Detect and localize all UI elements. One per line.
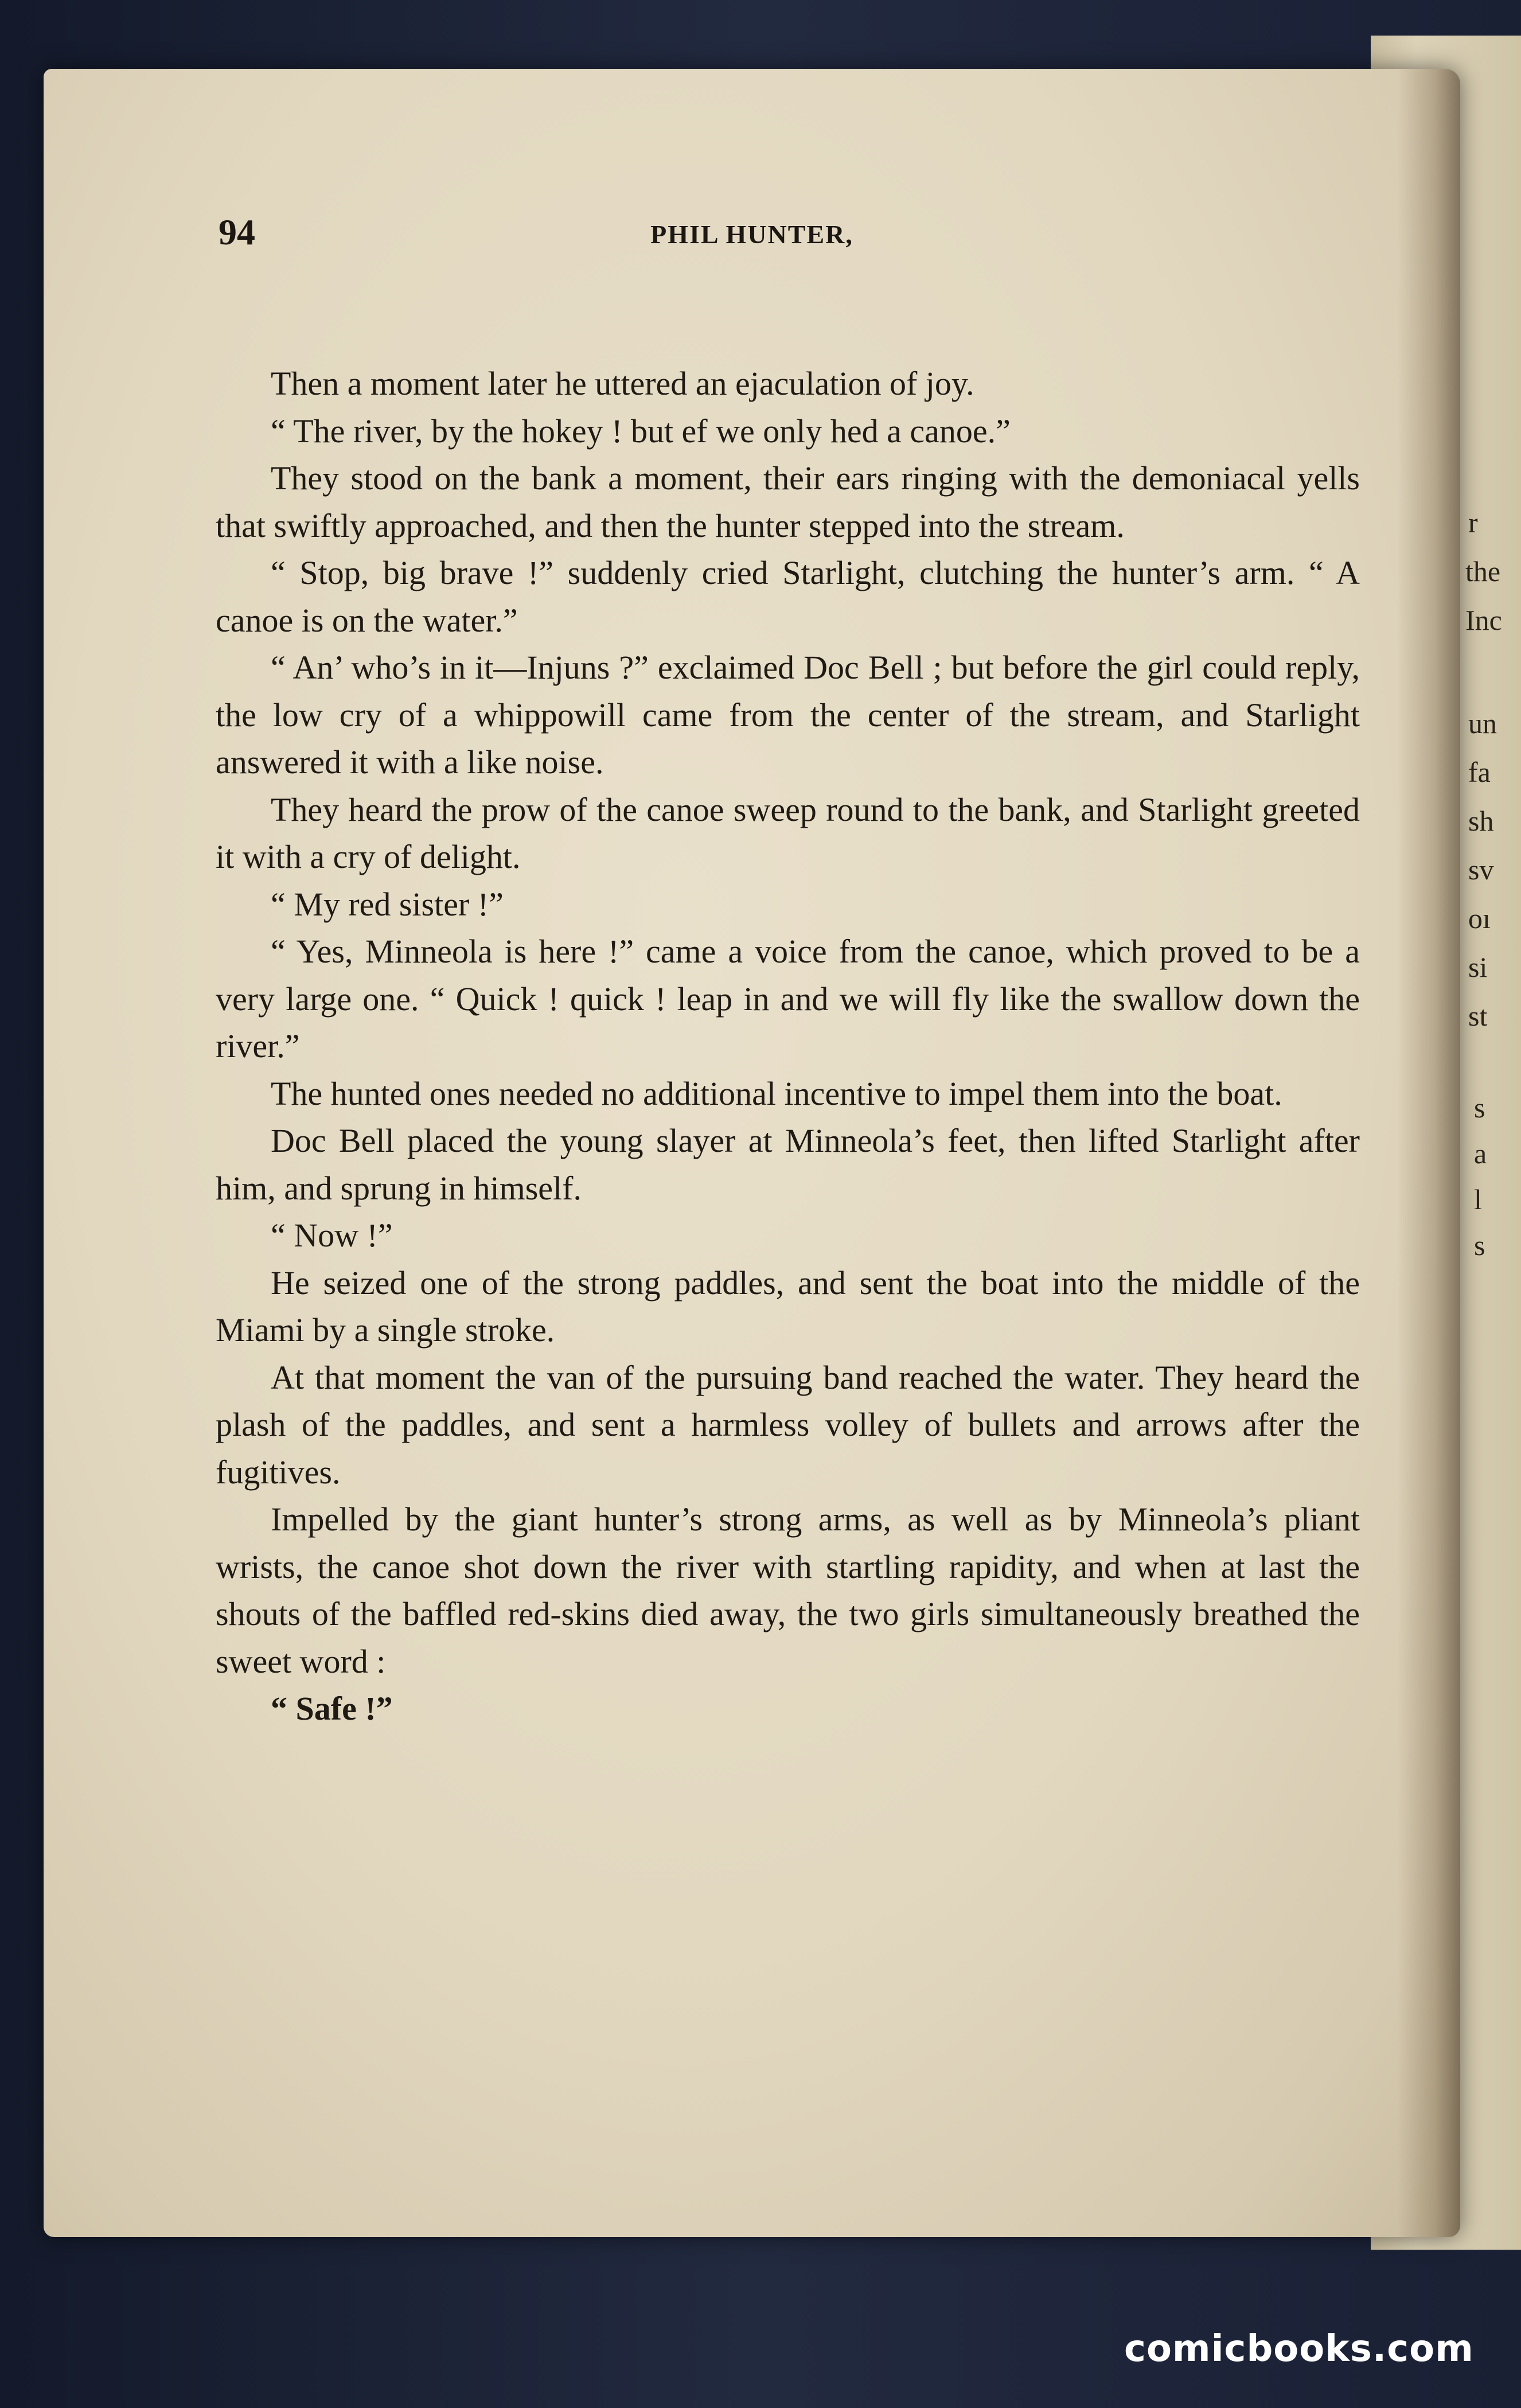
facing-page-fragment: st (1468, 1000, 1488, 1032)
facing-page-fragment: s (1474, 1229, 1485, 1261)
paragraph: At that moment the van of the pursuing band reached the water. They heard the plash of the paddles, and sent a harmless volley of bullets and arrows after the fugitives. (216, 1358, 1360, 1491)
paragraph: He seized one of the strong paddles, and sent the boat into the middle of the Miami by a single stroke. (216, 1264, 1360, 1349)
paragraph: “ Safe !” (271, 1690, 393, 1727)
paragraph: “ The river, by the hokey ! but ef we only hed a canoe.” (271, 412, 1011, 450)
facing-page-fragment: l (1474, 1183, 1482, 1215)
page-spine-shadow (1397, 69, 1460, 2237)
facing-page-fragment: sh (1468, 805, 1494, 837)
paragraph: Then a moment later he uttered an ejaculation of joy. (271, 365, 974, 402)
facing-page-fragment: sv (1468, 854, 1494, 886)
page-number: 94 (219, 212, 255, 252)
paragraph: Impelled by the giant hunter’s strong arms, as well as by Minneola’s pliant wrists, the canoe shot down the river with startling rapidity, and when at last the shouts of the baffled red-skins died away, the two girls simultaneously breathed the sweet word : (216, 1501, 1360, 1680)
body-text (216, 360, 1360, 1733)
facing-page-fragment: Inc (1465, 604, 1502, 636)
facing-page-fragment: un (1468, 707, 1497, 739)
facing-page-fragment: oı (1468, 902, 1491, 934)
running-head: PHIL HUNTER, (650, 220, 853, 249)
facing-page-fragment: the (1465, 555, 1501, 587)
facing-page-fragment: fa (1468, 756, 1491, 788)
facing-page-fragment: s (1474, 1092, 1485, 1124)
facing-page-fragment: si (1468, 951, 1488, 983)
book-page (44, 69, 1460, 2237)
paragraph: “ Yes, Minneola is here !” came a voice from the canoe, which proved to be a very large one. “ Quick ! quick ! leap in and we will fly like the swallow down the river.” (216, 933, 1360, 1065)
paragraph: The hunted ones needed no additional incentive to impel them into the boat. (271, 1074, 1282, 1112)
paragraph: They heard the prow of the canoe sweep round to the bank, and Starlight greeted it with a cry of delight. (216, 790, 1360, 875)
paragraph: “ Stop, big brave !” suddenly cried Starlight, clutching the hunter’s arm. “ A canoe is on the water.” (216, 554, 1360, 639)
paragraph: They stood on the bank a moment, their ears ringing with the demoniacal yells that swiftly approached, and then the hunter stepped into the stream. (216, 459, 1360, 544)
paragraph: “ An’ who’s in it—Injuns ?” exclaimed Doc Bell ; but before the girl could reply, the low cry of a whippowill came from the center of the stream, and Starlight answered it with a like noise. (216, 649, 1360, 781)
facing-page-fragment: r (1468, 506, 1478, 539)
paragraph: “ My red sister !” (271, 885, 504, 923)
paragraph: Doc Bell placed the young slayer at Minneola’s feet, then lifted Starlight after him, and sprung in himself. (216, 1122, 1360, 1207)
paragraph: “ Now !” (271, 1217, 393, 1254)
facing-page-fragment: a (1474, 1137, 1487, 1170)
watermark-text: comicbooks.com (1124, 2328, 1474, 2370)
